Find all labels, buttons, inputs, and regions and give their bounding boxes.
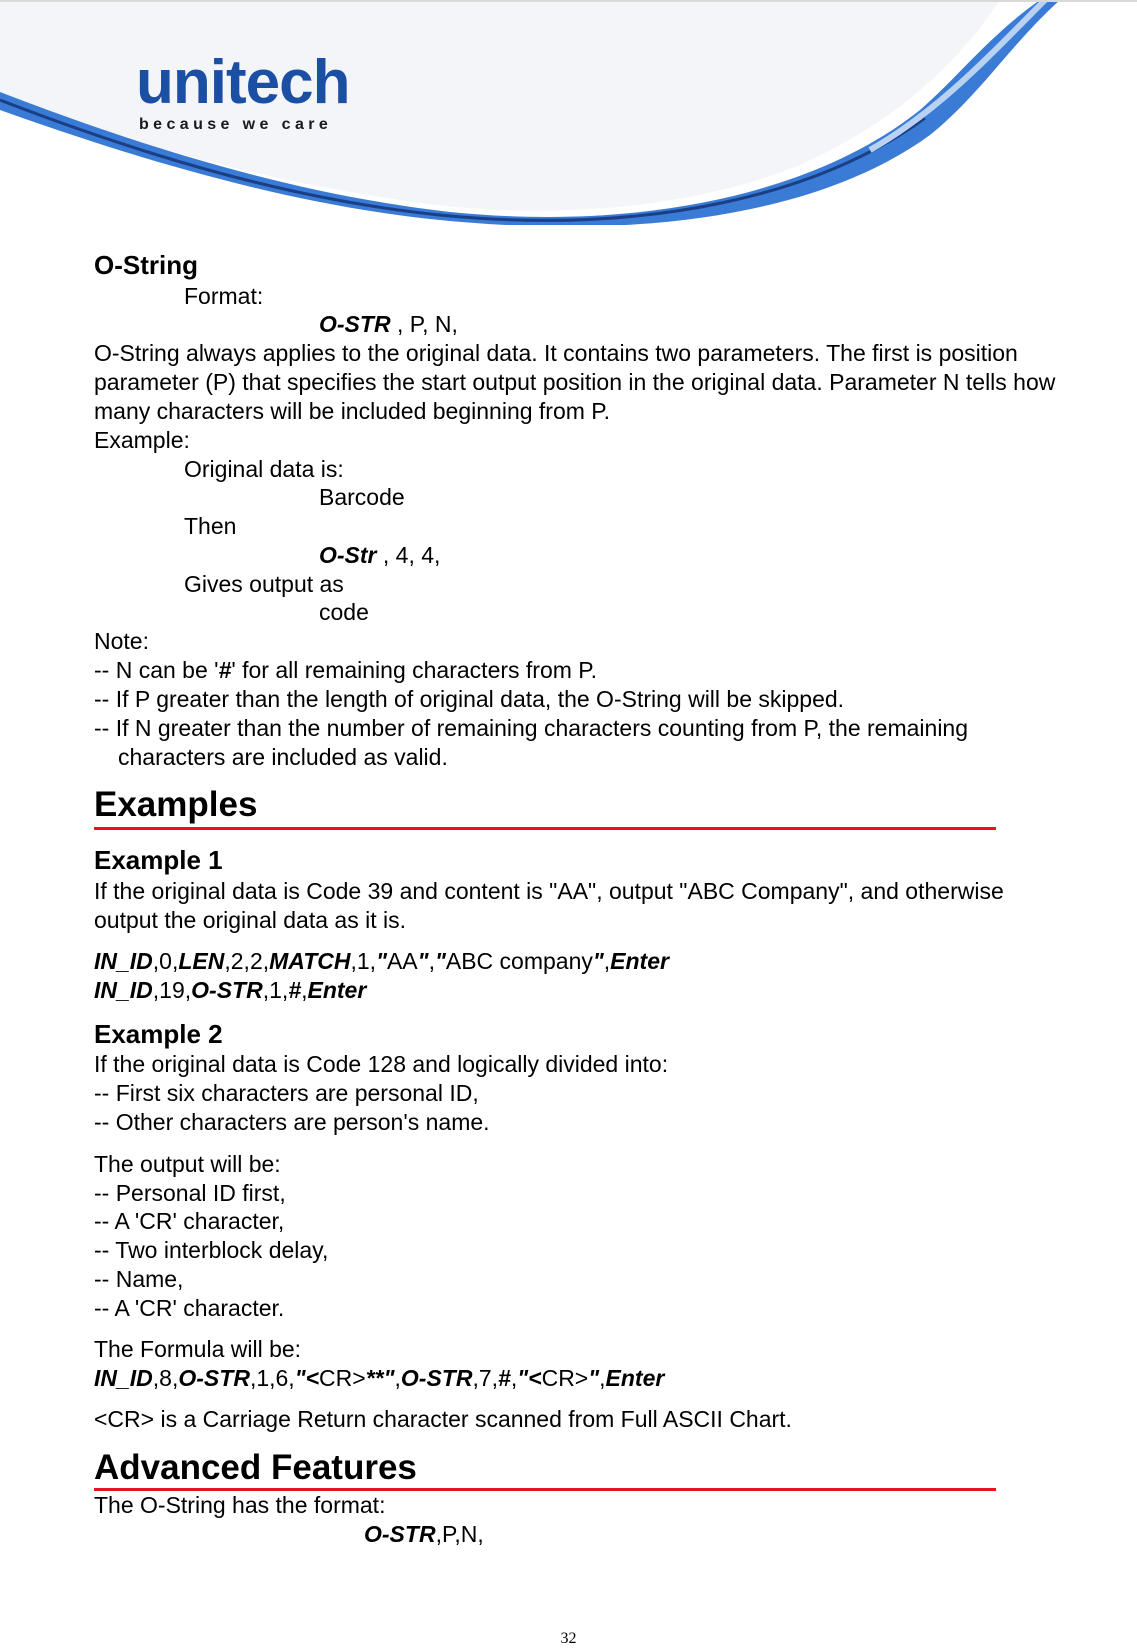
format-label: Format:: [184, 283, 264, 309]
format-syntax: [319, 313, 458, 336]
example-syntax: [319, 544, 440, 567]
f2-comma: ,: [301, 977, 308, 1003]
f1-len: LEN: [178, 948, 225, 974]
example-params: , 4, 4,: [376, 542, 441, 568]
then-label: Then: [184, 513, 237, 539]
advanced-cmd: O-STR: [364, 1521, 436, 1547]
output-item-3: -- Two interblock delay,: [94, 1237, 329, 1263]
f-stars-quote: **": [365, 1365, 395, 1391]
f-comma-1: ,: [394, 1365, 401, 1391]
f1-quote-4: ": [592, 948, 604, 974]
f1-aa: AA: [386, 948, 418, 974]
advanced-syntax: [364, 1523, 484, 1546]
f1-comma-1: ,: [428, 948, 435, 974]
example-2-line-1: If the original data is Code 128 and logically divided into:: [94, 1051, 669, 1077]
example-2-line-2: -- First six characters are personal ID,: [94, 1080, 479, 1106]
advanced-line-1: The O-String has the format:: [94, 1492, 386, 1518]
f2-args-a: ,19,: [152, 977, 192, 1003]
example-1-formula-1: [94, 950, 669, 973]
example-label: Example:: [94, 427, 190, 453]
page-number: 32: [560, 1630, 577, 1647]
f2-hash: #: [288, 977, 302, 1003]
f-args-a: ,8,: [152, 1365, 179, 1391]
original-data-label: Original data is:: [184, 456, 344, 482]
f-args-b: ,1,6,: [249, 1365, 295, 1391]
brand-logo: unitech: [136, 48, 350, 117]
f-hash: #: [498, 1365, 511, 1391]
f-enter: Enter: [605, 1365, 665, 1391]
desc-line-2: parameter (P) that specifies the start output position in the original data. Parameter N tells how: [94, 369, 1056, 395]
f1-args-a: ,0,: [152, 948, 179, 974]
f-comma-3: ,: [599, 1365, 606, 1391]
note-1-text-a: -- N can be ': [94, 657, 219, 683]
section-title-ostring: O-String: [94, 250, 198, 280]
advanced-divider: [94, 1488, 996, 1491]
note-2: -- If P greater than the length of original data, the O-String will be skipped.: [94, 686, 845, 712]
page-header: [0, 0, 1137, 225]
f1-comma-2: ,: [603, 948, 611, 974]
example-2-formula: [94, 1367, 664, 1390]
f-in-id: IN_ID: [94, 1365, 153, 1391]
brand-tagline: because we care: [139, 116, 333, 133]
f1-match: MATCH: [269, 948, 351, 974]
f1-enter: Enter: [610, 948, 669, 974]
note-3a: -- If N greater than the number of remaining characters counting from P, the remaining: [94, 715, 969, 741]
cr-note: <CR> is a Carriage Return character scanned from Full ASCII Chart.: [94, 1406, 792, 1432]
example-1-desc-2: output the original data as it is.: [94, 907, 406, 933]
f1-args-b: ,2,2,: [224, 948, 270, 974]
format-params: , P, N,: [390, 311, 458, 337]
f-args-c: ,7,: [472, 1365, 499, 1391]
f1-abc: ABC company: [445, 948, 593, 974]
f1-quote-1: ": [376, 948, 387, 974]
f-ostr-1: O-STR: [178, 1365, 250, 1391]
f2-in-id: IN_ID: [94, 977, 153, 1003]
advanced-params: ,P,N,: [435, 1521, 484, 1547]
output-item-2: -- A 'CR' character,: [94, 1208, 285, 1234]
note-1: [94, 659, 597, 682]
f2-args-b: ,1,: [262, 977, 289, 1003]
f-quote-end: ": [588, 1365, 600, 1391]
example-cmd: O-Str: [319, 542, 377, 568]
example-2-title: Example 2: [94, 1019, 223, 1049]
f1-quote-2: ": [417, 948, 429, 974]
gives-output-label: Gives output as: [184, 571, 344, 597]
original-data-value: Barcode: [319, 484, 405, 510]
example-2-line-3: -- Other characters are person's name.: [94, 1109, 490, 1135]
f-comma-2: ,: [510, 1365, 518, 1391]
f-quote-lt-1: "<: [294, 1365, 320, 1391]
output-label: The output will be:: [94, 1151, 281, 1177]
f2-ostr: O-STR: [191, 977, 263, 1003]
note-1-hash: #: [218, 657, 232, 683]
gives-output-value: code: [319, 599, 369, 625]
output-item-1: -- Personal ID first,: [94, 1180, 286, 1206]
f-quote-lt-2: "<: [517, 1365, 542, 1391]
output-item-5: -- A 'CR' character.: [94, 1295, 285, 1321]
section-title-examples: Examples: [94, 785, 258, 824]
example-1-title: Example 1: [94, 845, 223, 875]
section-title-advanced: Advanced Features: [94, 1448, 417, 1487]
note-label: Note:: [94, 628, 149, 654]
f-cr-2: CR>: [541, 1365, 589, 1391]
example-1-formula-2: [94, 979, 366, 1002]
f1-in-id: IN_ID: [94, 948, 153, 974]
f2-enter: Enter: [307, 977, 367, 1003]
f-cr-1: CR>: [319, 1365, 366, 1391]
output-item-4: -- Name,: [94, 1266, 184, 1292]
desc-line-3: many characters will be included beginning from P.: [94, 398, 611, 424]
f1-args-c: ,1,: [350, 948, 377, 974]
f-ostr-2: O-STR: [400, 1365, 473, 1391]
examples-divider: [94, 827, 996, 830]
format-cmd: O-STR: [319, 311, 391, 337]
example-1-desc-1: If the original data is Code 39 and content is "AA", output "ABC Company", and otherwise: [94, 878, 1004, 904]
note-3b: characters are included as valid.: [118, 744, 448, 770]
formula-label: The Formula will be:: [94, 1336, 302, 1362]
desc-line-1: O-String always applies to the original data. It contains two parameters. The first is position: [94, 340, 1018, 366]
f1-quote-3: ": [434, 948, 446, 974]
note-1-text-b: ' for all remaining characters from P.: [231, 657, 598, 683]
